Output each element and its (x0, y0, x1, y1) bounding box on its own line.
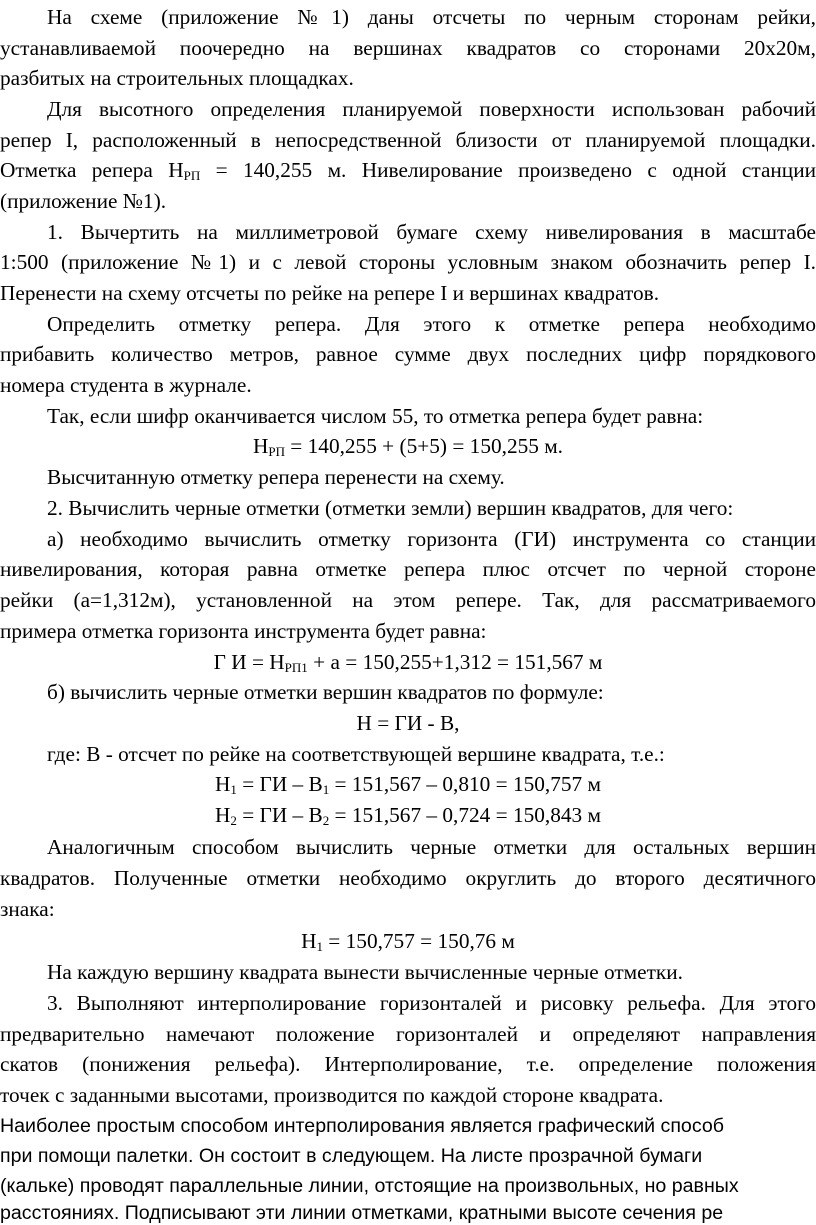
subscript: 1 (230, 782, 237, 797)
text-fragment: = 140,255 м. Нивелирование произведено с одной станции (200, 158, 816, 182)
text-line: а) необходимо вычислить отметку горизонта (ГИ) инструмента со станции (47, 527, 816, 551)
text-line: нивелирования, которая равна отметке репера плюс отсчет по черной стороне (0, 557, 816, 581)
formula-fragment: Н (214, 803, 231, 827)
text-line: разбитых на строительных площадках. (0, 66, 354, 90)
text-line: (кальке) проводят параллельные линии, отстоящие на произвольных, но равных (0, 1175, 739, 1197)
formula-fragment: = 140,255 + (5+5) = 150,255 м. (284, 434, 564, 458)
text-line: при помощи палетки. Он состоит в следующем. На листе прозрачной бумаги (0, 1145, 703, 1167)
formula-fragment: = ГИ – В (236, 803, 323, 827)
text-line: рейки (а=1,312м), установленной на этом репере. Так, для рассматриваемого (0, 588, 816, 612)
formula-fragment: Г И = Н (213, 650, 285, 674)
text-line: знака: (0, 897, 55, 921)
formula-line (0, 926, 816, 956)
text-line: Высчитанную отметку репера перенести на схему. (47, 465, 505, 489)
text-line: скатов (понижения рельефа). Интерполирование, т.е. определение положения (0, 1052, 816, 1076)
formula-fragment: + а = 150,255+1,312 = 151,567 м (307, 650, 603, 674)
text-line: 1:500 (приложение №1) и с левой стороны условным знаком обозначить репер I. (0, 250, 816, 274)
text-line: 3. Выполняют интерполирование горизонталей и рисовку рельефа. Для этого (47, 991, 816, 1015)
subscript: 2 (230, 813, 237, 828)
text-line: На схеме (приложение №1) даны отсчеты по черным сторонам рейки, (47, 5, 816, 29)
text-line: Перенести на схему отсчеты по рейке на репере I и вершинах квадратов. (0, 281, 660, 305)
text-line: где: В - отсчет по рейке на соответствующей вершине квадрата, т.е.: (47, 742, 665, 766)
formula-fragment: Н (252, 434, 269, 458)
subscript: 1 (322, 782, 330, 797)
text-line: Определить отметку репера. Для этого к отметке репера необходимо (47, 312, 816, 336)
text-line: На каждую вершину квадрата вынести вычисленные черные отметки. (47, 960, 683, 984)
formula-fragment: = ГИ – В (236, 772, 323, 796)
subscript: РП1 (284, 660, 308, 675)
formula-fragment: = 151,567 – 0,724 = 150,843 м (329, 803, 601, 827)
text-line: репер I, расположенный в непосредственной близости от планируемой площадки. (0, 128, 816, 152)
subscript: РП (268, 444, 285, 459)
formula-line (0, 647, 816, 677)
text-line: квадратов. Полученные отметки необходимо округлить до второго десятичного (0, 866, 816, 890)
text-line: Аналогичным способом вычислить черные отметки для остальных вершин (47, 835, 816, 859)
subscript: РП (183, 168, 201, 183)
formula-line: Н = ГИ - В, (356, 711, 460, 735)
formula-line (0, 769, 816, 799)
subscript: 1 (316, 939, 323, 954)
text-line: Наиболее простым способом интерполирования является графический способ (0, 1115, 724, 1137)
formula-fragment: Н (214, 772, 231, 796)
text-line: Так, если шифр оканчивается числом 55, то отметка репера будет равна: (47, 404, 704, 428)
text-line: 2. Вычислить черные отметки (отметки земли) вершин квадратов, для чего: (47, 496, 734, 520)
text-line: предварительно намечают положение горизонталей и определяют направления (0, 1022, 816, 1046)
text-line (0, 155, 816, 185)
text-line: (приложение №1). (0, 189, 167, 213)
formula-line (0, 800, 816, 830)
text-line: номера студента в журнале. (0, 373, 252, 397)
formula-fragment: Н (301, 929, 317, 953)
text-line: прибавить количество метров, равное сумме двух последних цифр порядкового (0, 342, 816, 366)
text-line: точек с заданными высотами, производится по каждой стороне квадрата. (0, 1083, 664, 1107)
formula-line (0, 431, 816, 461)
formula-fragment: = 151,567 – 0,810 = 150,757 м (329, 772, 601, 796)
text-line: примера отметка горизонта инструмента будет равна: (0, 619, 487, 643)
text-fragment: Отметка репера Н (0, 158, 184, 182)
text-line: 1. Вычертить на миллиметровой бумаге схему нивелирования в масштабе (47, 220, 816, 244)
text-line: Для высотного определения планируемой поверхности использован рабочий (47, 97, 816, 121)
text-line: устанавливаемой поочередно на вершинах квадратов со сторонами 20х20м, (0, 36, 816, 60)
text-line: б) вычислить черные отметки вершин квадратов по формуле: (47, 680, 604, 704)
subscript: 2 (322, 813, 330, 828)
formula-fragment: = 150,757 = 150,76 м (322, 929, 515, 953)
text-line: расстояниях. Подписывают эти линии отметками, кратными высоте сечения ре (0, 1202, 724, 1224)
